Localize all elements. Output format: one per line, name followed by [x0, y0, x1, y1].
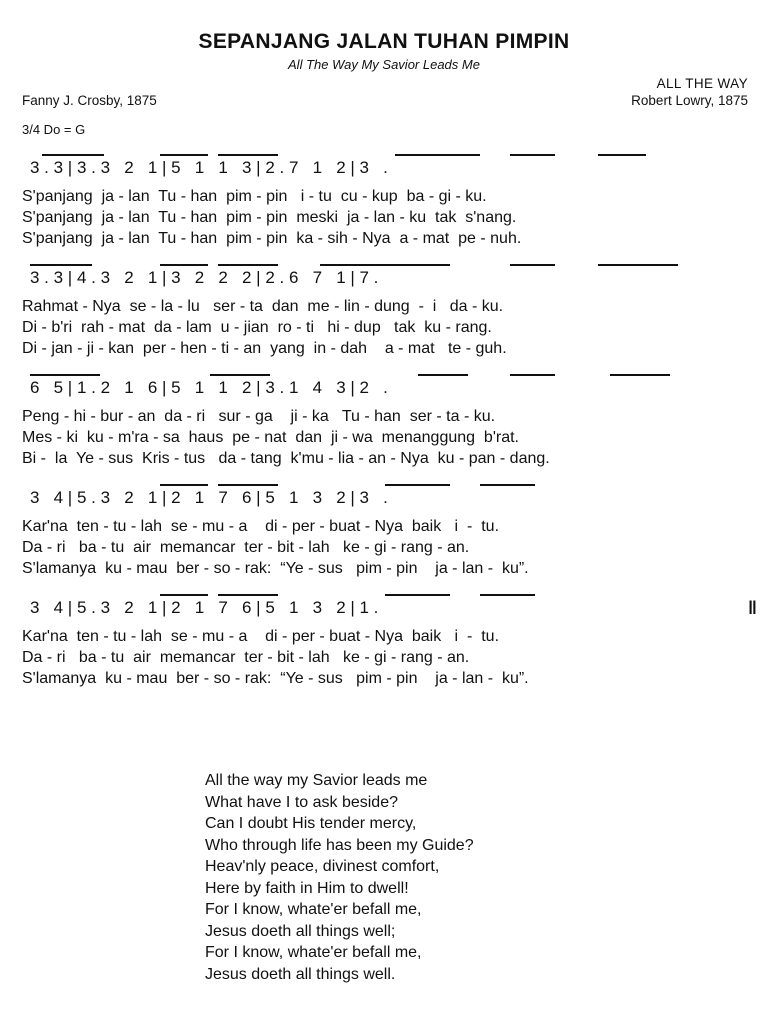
song-subtitle: All The Way My Savior Leads Me — [288, 57, 480, 72]
english-line: Here by faith in Him to dwell! — [205, 879, 409, 897]
lyric-verse-3: S'lamanya ku - mau ber - so - rak: “Ye - sus pim - pin ja - lan - ku”. — [22, 560, 529, 577]
lyric-verse-3: Bi - la Ye - sus Kris - tus da - tang k'mu - lia - an - Nya ku - pan - dang. — [22, 450, 550, 467]
lyric-verse-1: Peng - hi - bur - an da - ri sur - ga ji - ka Tu - han ser - ta - ku. — [22, 408, 496, 425]
music-system-2 — [0, 270, 768, 390]
english-verse — [205, 770, 474, 985]
music-system-3 — [0, 380, 768, 500]
lyric-verse-3: S'panjang ja - lan Tu - han pim - pin ka - sih - Nya a - mat pe - nuh. — [22, 230, 522, 247]
english-line: Can I doubt His tender mercy, — [205, 815, 417, 832]
key-signature: 3/4 Do = G — [22, 122, 86, 137]
english-line: Who through life has been my Guide? — [205, 836, 474, 854]
english-line: Jesus doeth all things well; — [205, 922, 396, 940]
english-line: For I know, whate'er befall me, — [205, 944, 422, 961]
music-system-4 — [0, 490, 768, 610]
notation-line: 3 4 | 5 . 3 2 1 | 2 1 7 6 | 5 1 3 2 | 3 . — [30, 488, 388, 507]
music-system-1 — [0, 160, 768, 280]
notation-line: 6 5 | 1 . 2 1 6 | 5 1 1 2 | 3 . 1 4 3 | 2 . — [30, 378, 388, 397]
song-title: SEPANJANG JALAN TUHAN PIMPIN — [198, 30, 570, 53]
music-system-5 — [0, 600, 768, 720]
tune-name: ALL THE WAY — [656, 76, 748, 91]
english-line: Heav'nly peace, divinest comfort, — [205, 858, 440, 875]
lyric-verse-2: S'panjang ja - lan Tu - han pim - pin meski ja - lan - ku tak s'nang. — [22, 209, 517, 226]
english-line: What have I to ask beside? — [205, 793, 398, 811]
notation-line: 3 . 3 | 4 . 3 2 1 | 3 2 2 2 | 2 . 6 7 1 | 7 . — [30, 268, 379, 287]
lyric-verse-2: Mes - ki ku - m'ra - sa haus pe - nat dan ji - wa menanggung b'rat. — [22, 429, 519, 446]
english-line: All the way my Savior leads me — [205, 772, 428, 789]
lyric-verse-1: S'panjang ja - lan Tu - han pim - pin i - tu cu - kup ba - gi - ku. — [22, 188, 487, 205]
final-barline: ‖ — [748, 598, 757, 618]
lyric-verse-1: Rahmat - Nya se - la - lu ser - ta dan me - lin - dung - i da - ku. — [22, 298, 504, 315]
notation-line: 3 . 3 | 3 . 3 2 1 | 5 1 1 3 | 2 . 7 1 2 | 3 . — [30, 158, 388, 177]
lyric-verse-2: Da - ri ba - tu air memancar ter - bit - lah ke - gi - rang - an. — [22, 649, 470, 666]
notation-line: 3 4 | 5 . 3 2 1 | 2 1 7 6 | 5 1 3 2 | 1 . — [30, 598, 379, 617]
english-line: For I know, whate'er befall me, — [205, 901, 422, 918]
lyric-verse-3: Di - jan - ji - kan per - hen - ti - an yang in - dah a - mat te - guh. — [22, 340, 507, 357]
lyric-verse-2: Da - ri ba - tu air memancar ter - bit - lah ke - gi - rang - an. — [22, 539, 470, 556]
composer: Robert Lowry, 1875 — [631, 93, 748, 108]
english-line: Jesus doeth all things well. — [205, 965, 396, 983]
lyric-verse-2: Di - b'ri rah - mat da - lam u - jian ro - ti hi - dup tak ku - rang. — [22, 319, 492, 336]
lyric-verse-1: Kar'na ten - tu - lah se - mu - a di - per - buat - Nya baik i - tu. — [22, 518, 500, 535]
lyric-verse-1: Kar'na ten - tu - lah se - mu - a di - per - buat - Nya baik i - tu. — [22, 628, 500, 645]
lyric-verse-3: S'lamanya ku - mau ber - so - rak: “Ye - sus pim - pin ja - lan - ku”. — [22, 670, 529, 687]
lyricist: Fanny J. Crosby, 1875 — [22, 93, 157, 108]
